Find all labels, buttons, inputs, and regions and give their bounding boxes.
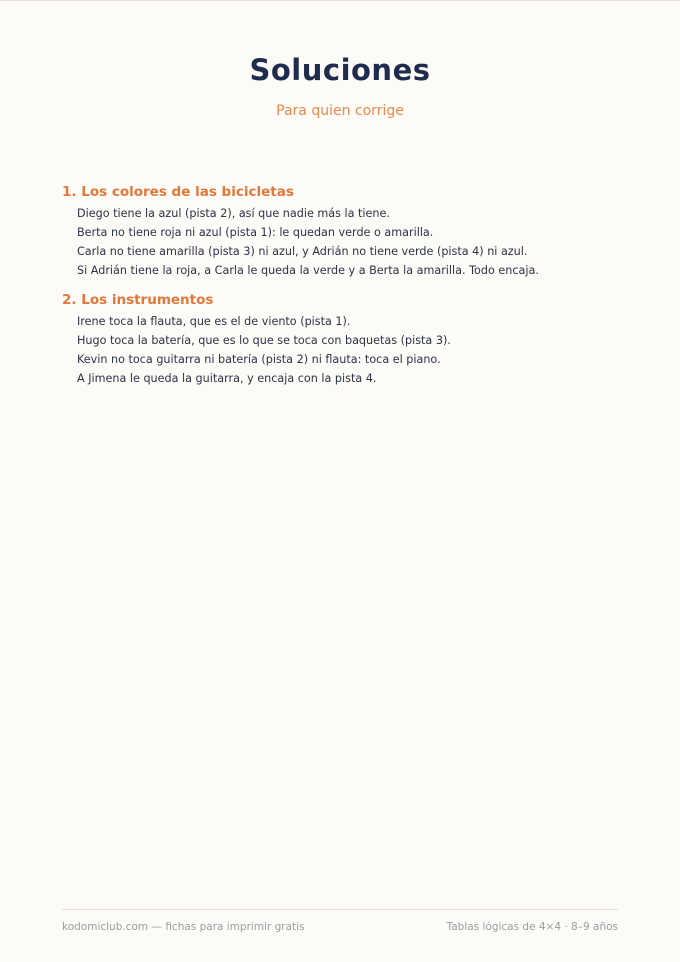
page-subtitle: Para quien corrige <box>276 103 404 119</box>
footer-worksheet-info: Tablas lógicas de 4×4 · 8–9 años <box>446 921 618 933</box>
section-heading: 2. Los instrumentos <box>62 292 214 308</box>
solution-line: Irene toca la flauta, que es el de viento (pista 1). <box>77 315 351 328</box>
solution-section-bike-colors <box>62 184 622 280</box>
solution-line: Si Adrián tiene la roja, a Carla le queda la verde y a Berta la amarilla. Todo encaja. <box>77 264 539 277</box>
solution-steps <box>62 204 622 280</box>
solution-section-instruments <box>62 292 622 388</box>
solution-line: A Jimena le queda la guitarra, y encaja con la pista 4. <box>77 372 377 385</box>
solution-line: Kevin no toca guitarra ni batería (pista 2) ni flauta: toca el piano. <box>77 353 441 366</box>
section-heading: 1. Los colores de las bicicletas <box>62 184 294 200</box>
solution-line: Diego tiene la azul (pista 2), así que nadie más la tiene. <box>77 207 390 220</box>
footer-site-credit: kodomiclub.com — fichas para imprimir gratis <box>62 921 305 933</box>
solution-steps <box>62 312 622 388</box>
solution-line: Berta no tiene roja ni azul (pista 1): le quedan verde o amarilla. <box>77 226 434 239</box>
page-title: Soluciones <box>249 53 431 87</box>
solution-line: Hugo toca la batería, que es lo que se toca con baquetas (pista 3). <box>77 334 451 347</box>
footer-divider <box>62 909 618 910</box>
solution-line: Carla no tiene amarilla (pista 3) ni azul, y Adrián no tiene verde (pista 4) ni azul. <box>77 245 528 258</box>
